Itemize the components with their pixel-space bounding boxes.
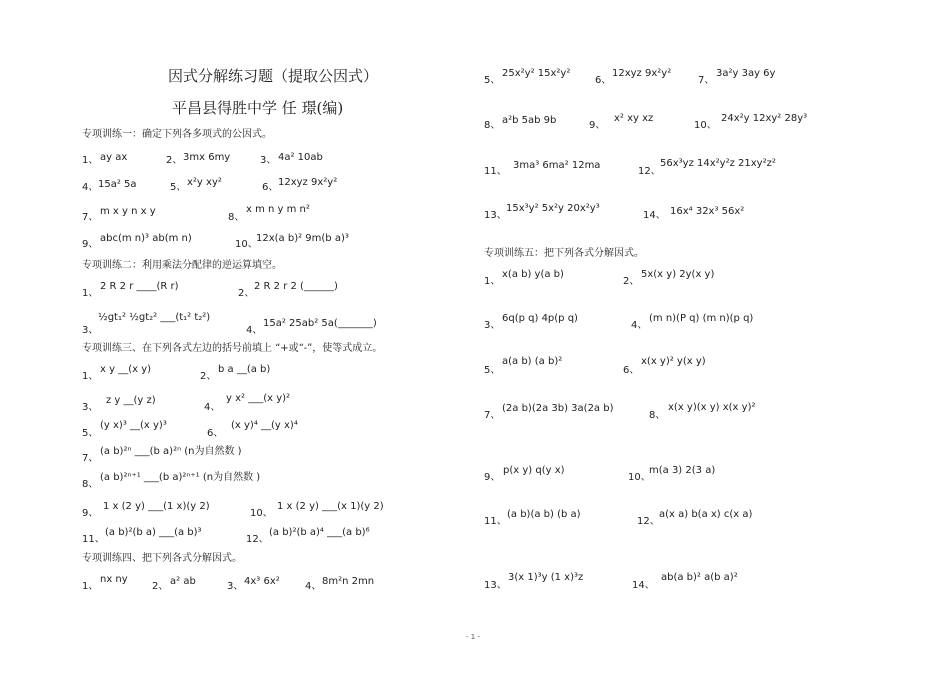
exercise-expression: 3(x 1)³y (1 x)³z [508, 572, 584, 583]
exercise-expression: (a b)²(b a)⁴ ___(a b)⁶ [269, 527, 370, 538]
section-2-heading: 专项训练二：利用乘法分配律的逆运算填空。 [82, 260, 282, 271]
exercise-expression: (a b)(a b) (b a) [507, 509, 581, 520]
exercise-number: 11、 [484, 166, 507, 177]
exercise-expression: 1 x (2 y) ___(x 1)(y 2) [277, 501, 384, 512]
exercise-number: 4、 [631, 320, 648, 331]
exercise-number: 7、 [484, 410, 501, 421]
exercise-expression: x(x y)² y(x y) [641, 356, 706, 367]
exercise-number: 5、 [484, 75, 501, 86]
exercise-number: 1、 [82, 371, 99, 382]
exercise-number: 2、 [152, 581, 169, 592]
exercise-number: 4、 [246, 325, 263, 336]
section-3-heading: 专项训练三、在下列各式左边的括号前填上 “+或“-”，使等式成立。 [82, 343, 383, 354]
section-4-heading: 专项训练四、把下列各式分解因式。 [82, 553, 242, 564]
exercise-number: 1、 [82, 581, 99, 592]
exercise-number: 2、 [166, 155, 183, 166]
exercise-number: 12、 [246, 534, 269, 545]
exercise-number: 8、 [82, 479, 99, 490]
exercise-number: 1、 [82, 288, 99, 299]
page-number: - 1 - [466, 633, 480, 641]
exercise-expression: (2a b)(2a 3b) 3a(2a b) [502, 403, 614, 414]
exercise-number: 3、 [82, 402, 99, 413]
exercise-expression: 16x⁴ 32x³ 56x² [670, 206, 745, 217]
exercise-expression: x(a b) y(a b) [502, 269, 564, 280]
exercise-expression: (a b)²ⁿ ___(b a)²ⁿ (n为自然数 ) [100, 446, 242, 457]
exercise-expression: p(x y) q(y x) [503, 465, 565, 476]
exercise-number: 14、 [643, 210, 666, 221]
exercise-expression: x(x y)(x y) x(x y)² [668, 402, 756, 413]
exercise-number: 10、 [628, 472, 651, 483]
exercise-expression: 4x³ 6x² [244, 576, 280, 587]
exercise-number: 5、 [484, 365, 501, 376]
exercise-expression: m x y n x y [100, 206, 156, 217]
exercise-expression: ay ax [100, 152, 128, 163]
exercise-number: 3、 [82, 325, 99, 336]
exercise-number: 10、 [250, 508, 273, 519]
exercise-number: 3、 [484, 320, 501, 331]
exercise-number: 12、 [638, 166, 661, 177]
exercise-number: 4、 [204, 402, 221, 413]
exercise-expression: 56x³yz 14x²y²z 21xy²z² [660, 158, 776, 169]
exercise-expression: a(a b) (a b)² [502, 356, 563, 367]
exercise-number: 12、 [637, 516, 660, 527]
page-title: 因式分解练习题（提取公因式） [168, 67, 379, 85]
exercise-expression: x y __(x y) [100, 364, 152, 375]
exercise-number: 3、 [260, 155, 277, 166]
exercise-expression: 3mx 6my [183, 152, 231, 163]
exercise-expression: a(x a) b(a x) c(x a) [659, 509, 753, 520]
exercise-expression: 2 R 2 r 2 (______) [254, 281, 338, 292]
exercise-number: 2、 [238, 288, 255, 299]
exercise-number: 6、 [595, 75, 612, 86]
exercise-number: 9、 [484, 472, 501, 483]
exercise-number: 10、 [235, 239, 258, 250]
page-subtitle: 平昌县得胜中学 任 璟(编) [172, 99, 344, 117]
exercise-expression: x²y xy² [187, 177, 222, 188]
exercise-expression: 1 x (2 y) ___(1 x)(y 2) [103, 501, 210, 512]
exercise-number: 1、 [82, 155, 99, 166]
exercise-number: 7、 [698, 75, 715, 86]
exercise-expression: x m n y m n² [246, 204, 310, 215]
exercise-expression: 4a² 10ab [278, 152, 323, 163]
exercise-expression: y x² ___(x y)² [226, 393, 291, 404]
exercise-number: 8、 [228, 212, 245, 223]
exercise-expression: 2 R 2 r ____(R r) [100, 281, 179, 292]
exercise-expression: (x y)⁴ __(y x)⁴ [231, 420, 298, 431]
exercise-expression: 12xyz 9x²y² [612, 68, 672, 79]
exercise-expression: 6q(p q) 4p(p q) [502, 313, 578, 324]
exercise-expression: 15x³y² 5x²y 20x²y³ [506, 203, 600, 214]
exercise-expression: 8m²n 2mn [322, 576, 375, 587]
exercise-expression: b a __(a b) [218, 364, 271, 375]
exercise-number: 13、 [484, 210, 507, 221]
exercise-expression: 3a²y 3ay 6y [716, 68, 776, 79]
exercise-expression: ab(a b)² a(b a)² [661, 572, 738, 583]
exercise-number: 2、 [623, 276, 640, 287]
exercise-number: 7、 [82, 453, 99, 464]
exercise-expression: 15a² 25ab² 5a(_______) [263, 318, 377, 329]
exercise-number: 8、 [649, 410, 666, 421]
exercise-expression: 12xyz 9x²y² [278, 177, 338, 188]
exercise-number: 1、 [484, 276, 501, 287]
exercise-number: 10、 [694, 120, 717, 131]
exercise-number: 14、 [632, 580, 655, 591]
exercise-number: 5、 [170, 182, 187, 193]
exercise-expression: x² xy xz [614, 113, 654, 124]
exercise-expression: 3ma³ 6ma² 12ma [513, 160, 601, 171]
exercise-number: 6、 [623, 365, 640, 376]
exercise-number: 2、 [200, 371, 217, 382]
exercise-expression: ½gt₁² ½gt₂² ___(t₁² t₂²) [98, 312, 211, 323]
exercise-number: 8、 [484, 120, 501, 131]
exercise-expression: (m n)(P q) (m n)(p q) [649, 313, 754, 324]
exercise-expression: nx ny [100, 574, 128, 585]
exercise-number: 13、 [484, 580, 507, 591]
exercise-number: 3、 [227, 581, 244, 592]
exercise-expression: z y __(y z) [106, 395, 156, 406]
section-1-heading: 专项训练一：确定下列各多项式的公因式。 [82, 129, 272, 140]
exercise-expression: 24x²y 12xy² 28y³ [721, 113, 808, 124]
exercise-expression: (y x)³ __(x y)³ [100, 420, 167, 431]
exercise-number: 5、 [82, 428, 99, 439]
exercise-expression: m(a 3) 2(3 a) [649, 465, 716, 476]
exercise-expression: a²b 5ab 9b [502, 115, 557, 126]
exercise-number: 6、 [207, 428, 224, 439]
exercise-number: 11、 [82, 534, 105, 545]
exercise-expression: 25x²y² 15x²y² [502, 68, 571, 79]
exercise-expression: 5x(x y) 2y(x y) [641, 269, 715, 280]
exercise-expression: (a b)²ⁿ⁺¹ ___(b a)²ⁿ⁺¹ (n为自然数 ) [100, 472, 261, 483]
exercise-number: 6、 [262, 182, 279, 193]
exercise-expression: 15a² 5a [98, 179, 137, 190]
exercise-expression: 12x(a b)² 9m(b a)³ [256, 233, 349, 244]
exercise-number: 9、 [82, 239, 99, 250]
exercise-number: 4、 [82, 182, 99, 193]
exercise-number: 9、 [82, 508, 99, 519]
exercise-number: 11、 [484, 516, 507, 527]
exercise-expression: (a b)²(b a) ___(a b)³ [105, 527, 202, 538]
exercise-number: 7、 [82, 212, 99, 223]
section-5-heading: 专项训练五：把下列各式分解因式。 [484, 248, 644, 259]
exercise-expression: a² ab [170, 576, 196, 587]
exercise-expression: abc(m n)³ ab(m n) [100, 233, 192, 244]
exercise-number: 9、 [589, 120, 606, 131]
exercise-number: 4、 [305, 581, 322, 592]
